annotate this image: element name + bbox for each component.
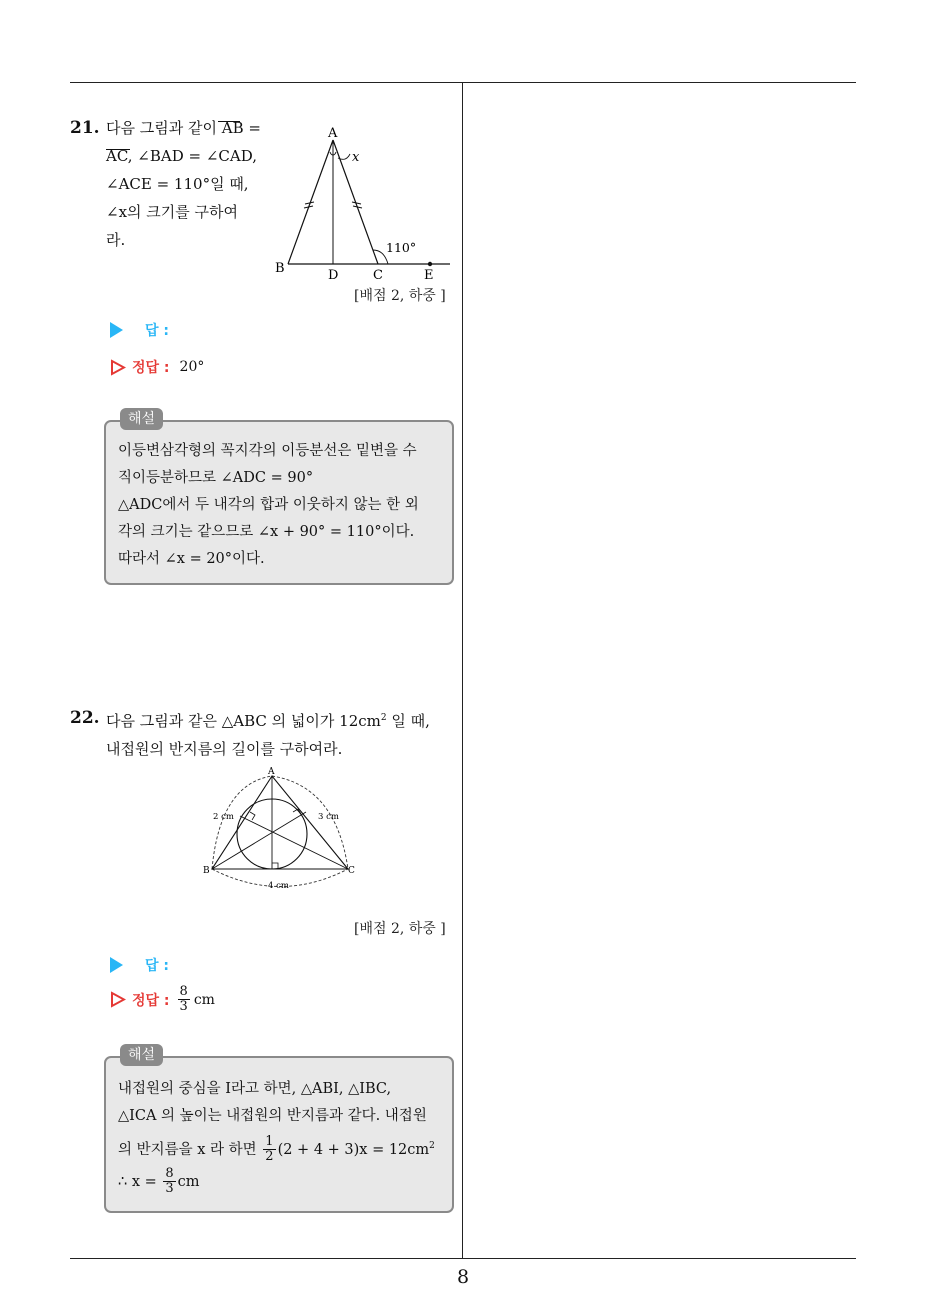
q21-exp-line-3: △ADC에서 두 내각의 합과 이웃하지 않는 한 외 [118, 497, 419, 513]
q22-label-a: A [268, 767, 275, 777]
q22-label-bc: 4 cm [268, 881, 289, 891]
q21-line-5: 라. [106, 231, 126, 249]
top-rule [70, 82, 856, 83]
q22-number: 22. [70, 708, 100, 728]
q21-figure [272, 122, 458, 284]
q22-exp-line-3-sup: 2 [429, 1141, 435, 1151]
q21-label-a: A [328, 126, 338, 141]
q21-label-c: C [373, 268, 383, 283]
q21-score: [배점 2, 하중 ] [354, 288, 446, 304]
q22-correct-den: 3 [179, 999, 188, 1014]
q21-question-text [106, 114, 266, 254]
q21-label-e: E [424, 268, 434, 283]
q22-exp-line-3-pre: 의 반지름을 x 라 하면 [118, 1141, 257, 1158]
q22-exp-line-3 [118, 1130, 440, 1166]
q22-exp-line-1: 내접원의 중심을 I라고 하면, △ABI, △IBC, [118, 1081, 392, 1097]
q21-correct-value: 20° [179, 359, 205, 375]
q22-correct-label: 정답 : [132, 992, 170, 1009]
q22-triangle [212, 776, 348, 869]
q22-correct-num: 8 [179, 984, 188, 999]
q21-label-d: D [328, 268, 339, 283]
q22-right-angle-ab [250, 812, 255, 820]
q21-line-2: AC, ∠BAD = ∠CAD, [106, 147, 258, 165]
q22-exp-line-2: △ICA 의 높이는 내접원의 반지름과 같다. 내접원 [118, 1108, 427, 1124]
q22-exp-half-den: 2 [265, 1149, 274, 1165]
q22-exp-line-4-unit: cm [177, 1173, 200, 1190]
q21-exp-line-5: 따라서 ∠x = 20°이다. [118, 551, 265, 567]
q22-exp-half-num: 1 [265, 1134, 274, 1150]
q21-overline-ab [218, 121, 240, 122]
q22-exp-answer-den: 3 [165, 1181, 174, 1197]
q22-label-ab: 2 cm [213, 812, 234, 822]
q21-line-1: 다음 그림과 같이 AB = [106, 119, 261, 137]
q22-label-ac: 3 cm [318, 812, 339, 822]
q21-label-x: x [352, 150, 360, 165]
outline-triangle-icon [110, 991, 126, 1008]
q21-answer-row [110, 320, 169, 340]
page-number: 8 [456, 1266, 470, 1288]
q22-answer-row [110, 955, 169, 975]
q21-line-3: ∠ACE = 110°일 때, [106, 175, 249, 193]
q22-answer-label: 답 : [145, 958, 169, 974]
q21-answer-label: 답 : [145, 323, 169, 339]
q21-label-b: B [275, 261, 285, 276]
q21-exp-line-2: 직이등분하므로 ∠ADC = 90° [118, 470, 314, 486]
q22-correct-unit: cm [193, 991, 215, 1008]
q22-explanation-box [104, 1056, 454, 1213]
q21-explanation-box [104, 420, 454, 585]
column-divider [462, 83, 463, 1259]
q22-line-1-post: 일 때, [386, 712, 430, 730]
q21-overline-ac [106, 149, 130, 150]
q21-x-pointer [338, 154, 350, 159]
play-icon [110, 322, 123, 338]
q22-correct-fraction [178, 985, 190, 1014]
q22-label-b: B [203, 866, 210, 876]
bottom-rule [70, 1258, 856, 1259]
q22-exp-fraction-answer [163, 1167, 175, 1196]
q22-explanation-tag: 해설 [120, 1044, 163, 1066]
q21-point-e [428, 262, 432, 266]
q21-label-110: 110° [386, 240, 417, 255]
q22-exp-line-4-pre: ∴ x = [118, 1173, 157, 1190]
q22-line-1-sup: 2 [380, 713, 387, 723]
q22-exp-line-3-post: (2 + 4 + 3)x = 12cm [277, 1141, 430, 1158]
q21-exp-line-1: 이등변삼각형의 꼭지각의 이등분선은 밑변을 수 [118, 443, 417, 459]
q22-line-1 [106, 704, 430, 735]
q22-correct-row [110, 985, 215, 1014]
q21-side-ab [288, 140, 333, 264]
q21-exp-line-4: 각의 크기는 같으므로 ∠x + 90° = 110°이다. [118, 524, 415, 540]
outline-triangle-icon [110, 359, 126, 376]
q22-figure [200, 764, 366, 892]
q21-number: 21. [70, 118, 100, 138]
q22-label-c: C [348, 866, 355, 876]
q22-exp-line-4 [118, 1166, 440, 1198]
q22-line-2: 내접원의 반지름의 길이를 구하여라. [106, 740, 343, 758]
q22-score: [배점 2, 하중 ] [354, 921, 446, 937]
q22-exp-answer-num: 8 [165, 1166, 174, 1182]
play-icon [110, 957, 123, 973]
q21-line-4: ∠x의 크기를 구하여 [106, 203, 238, 221]
q21-explanation-tag: 해설 [120, 408, 163, 430]
q22-exp-fraction-half [263, 1135, 275, 1164]
q21-correct-label: 정답 : [132, 360, 170, 376]
q21-correct-row [110, 357, 204, 377]
q22-line-1-pre: 다음 그림과 같은 △ABC 의 넓이가 12cm [106, 712, 381, 730]
q22-question-text [106, 704, 430, 763]
